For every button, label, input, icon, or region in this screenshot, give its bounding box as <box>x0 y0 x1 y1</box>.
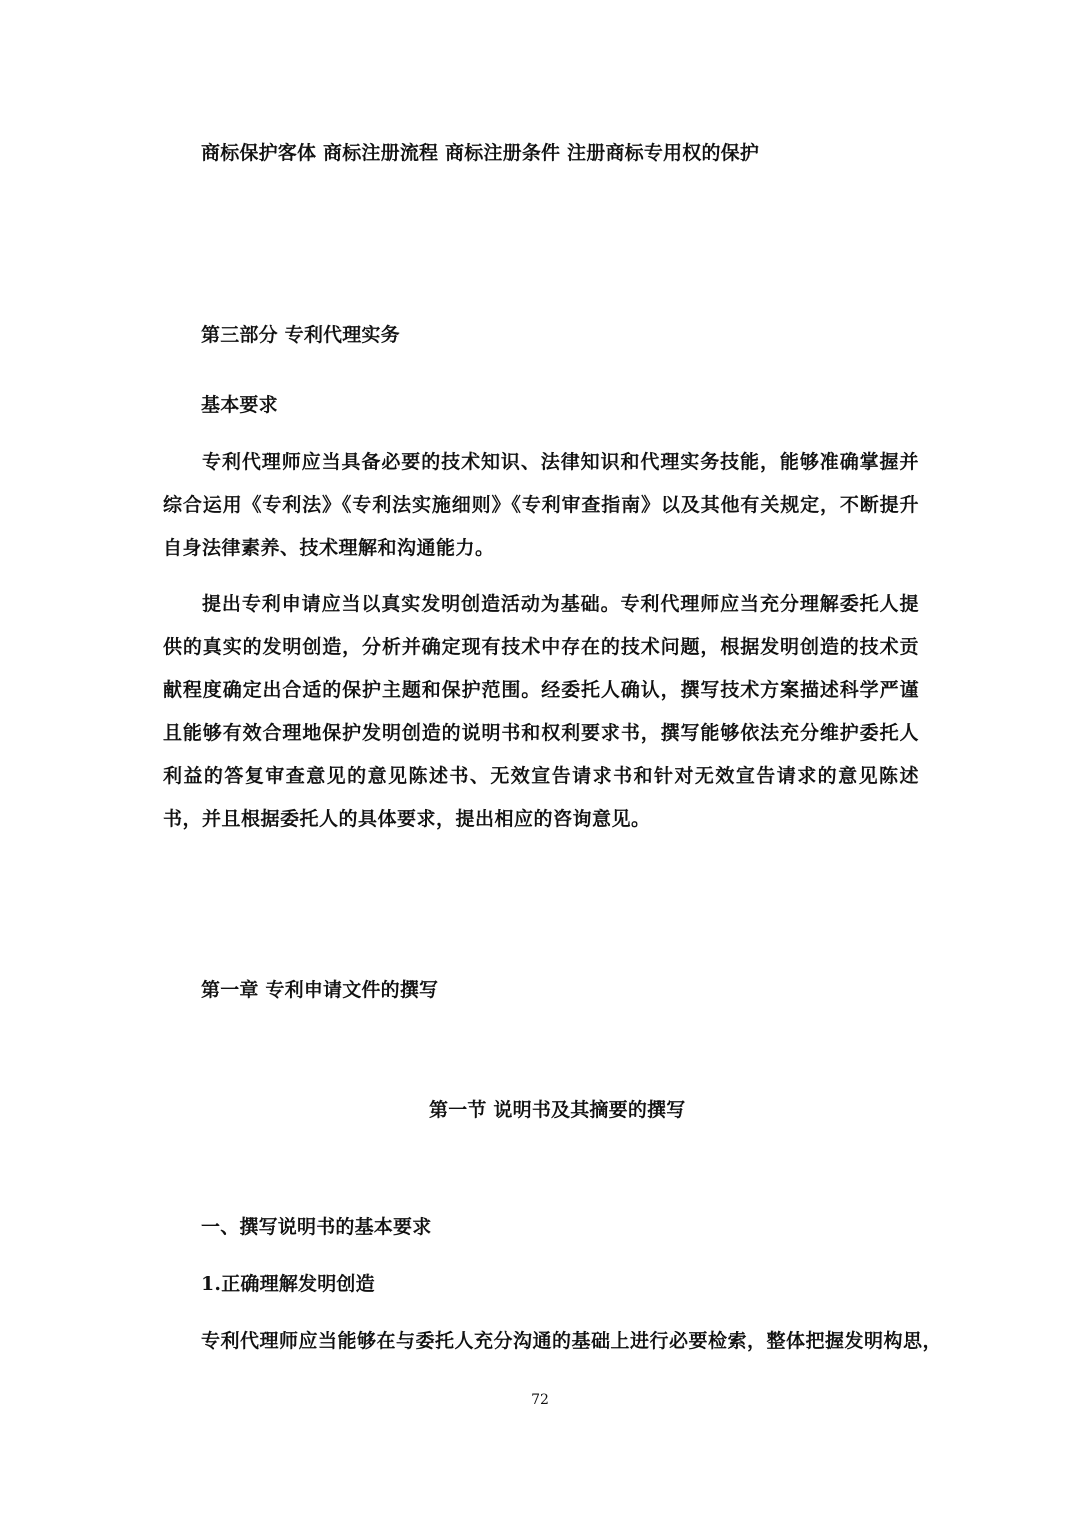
section-heading: 第一节 说明书及其摘要的撰写 <box>429 1099 686 1121</box>
paragraph-3: 专利代理师应当能够在与委托人充分沟通的基础上进行必要检索，整体把握发明构思， <box>201 1330 943 1352</box>
paragraph-1: 专利代理师应当具备必要的技术知识、法律知识和代理实务技能，能够准确掌握并综合运用《专利法》《专利法实施细则》《专利审查指南》以及其他有关规定，不断提升自身法律素养、技术理解和沟通能力。 <box>163 451 919 559</box>
item-heading: 1.正确理解发明创造 <box>201 1273 375 1295</box>
chapter-heading: 第一章 专利申请文件的撰写 <box>201 979 439 1001</box>
subsection-heading: 一、撰写说明书的基本要求 <box>201 1216 432 1238</box>
basic-requirements-heading: 基本要求 <box>201 394 278 416</box>
page-number: 72 <box>531 1392 549 1408</box>
paragraph-2: 提出专利申请应当以真实发明创造活动为基础。专利代理师应当充分理解委托人提供的真实的发明创造，分析并确定现有技术中存在的技术问题，根据发明创造的技术贡献程度确定出合适的保护主题和保护范围。经委托人确认，撰写技术方案描述科学严谨且能够有效合理地保护发明创造的说明书和权利要求书，撰写能够依法充分维护委托人利益的答复审查意见的意见陈述书、无效宣告请求书和针对无效宣告请求的意见陈述书，并且根据委托人的具体要求，提出相应的咨询意见。 <box>163 593 919 830</box>
topics-line: 商标保护客体 商标注册流程 商标注册条件 注册商标专用权的保护 <box>201 142 760 164</box>
part-heading: 第三部分 专利代理实务 <box>201 324 400 346</box>
